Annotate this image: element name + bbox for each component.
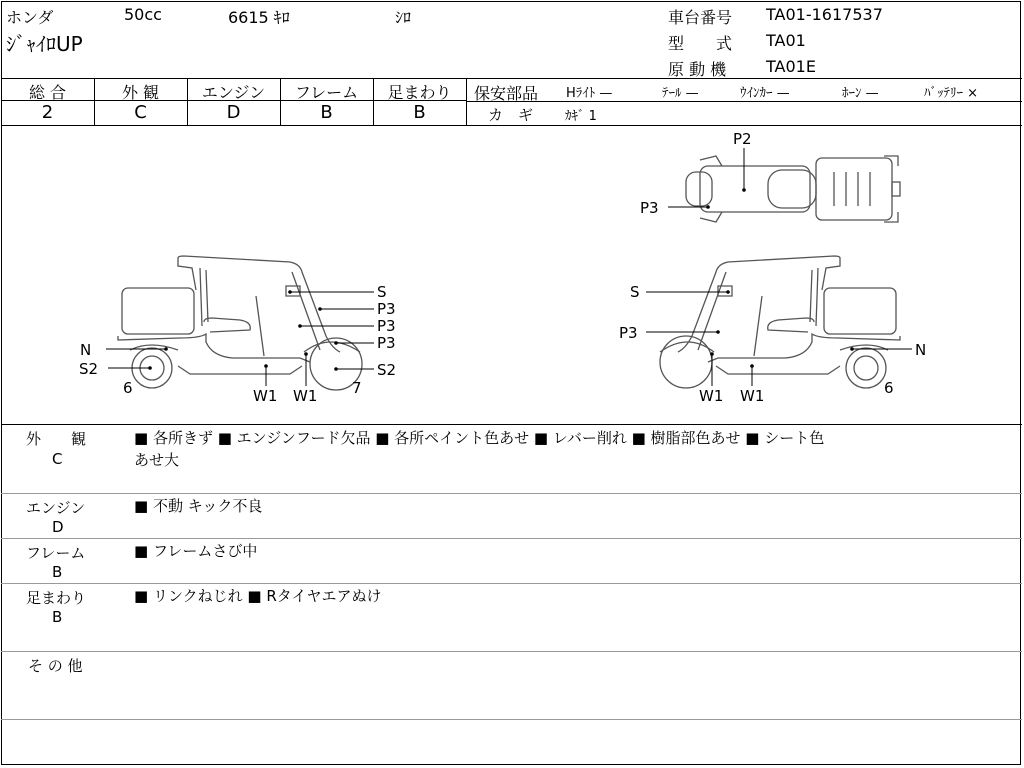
exterior-section-grade: C — [52, 450, 63, 468]
divider — [1, 719, 1022, 720]
label-p3: P3 — [640, 199, 659, 217]
exterior-value: C — [134, 102, 147, 123]
battery-status: ﾊﾞｯﾃﾘｰ × — [924, 86, 979, 101]
overall-label: 総 合 — [28, 83, 67, 102]
divider — [1, 651, 1022, 652]
divider — [1, 424, 1022, 425]
horn-status: ﾎｰﾝ — — [842, 86, 879, 101]
safety-parts-label: 保安部品 — [474, 84, 539, 103]
engine-grade-value: D — [226, 102, 241, 123]
divider — [1, 583, 1022, 584]
frame-no-label: 車台番号 — [668, 8, 733, 27]
color: ｼﾛ — [395, 8, 412, 27]
label-s: S — [377, 283, 387, 301]
label-n: N — [80, 341, 92, 359]
suspension-section-label: 足まわり — [26, 589, 87, 607]
type-value: TA01 — [766, 31, 806, 50]
label-p2: P2 — [733, 130, 752, 148]
frame-no-value: TA01-1617537 — [766, 5, 883, 24]
label-s: S — [630, 283, 640, 301]
engine-notes: ■ 不動 キック不良 — [134, 497, 263, 515]
overall-value: 2 — [41, 102, 54, 123]
label-6: 6 — [123, 379, 133, 397]
label-p3: P3 — [377, 317, 396, 335]
displacement: 50cc — [124, 5, 162, 24]
maker: ホンダ — [6, 8, 54, 27]
type-label: 型 式 — [668, 34, 733, 53]
key-value: ｶｷﾞ 1 — [565, 109, 597, 124]
exterior-notes-line2: あせ大 — [134, 451, 180, 469]
exterior-section-label: 外 観 — [26, 430, 87, 448]
exterior-notes-line1: ■ 各所きず ■ エンジンフード欠品 ■ 各所ペイント色あせ ■ レバー削れ ■ 樹脂部色あせ ■ シート色 — [134, 429, 825, 447]
suspension-grade-value: B — [413, 102, 426, 123]
label-p3: P3 — [377, 334, 396, 352]
frame-grade-value: B — [320, 102, 333, 123]
label-w1: W1 — [253, 387, 278, 405]
model-name: ｼﾞｬｲﾛUP — [6, 32, 83, 56]
engine-section-grade: D — [52, 518, 64, 536]
suspension-grade-label: 足まわり — [387, 83, 452, 102]
taillight-status: ﾃｰﾙ — — [662, 86, 699, 101]
divider — [1, 538, 1022, 539]
label-p3: P3 — [377, 300, 396, 318]
engine-section-label: エンジン — [26, 499, 86, 517]
suspension-notes: ■ リンクねじれ ■ Rタイヤエアぬけ — [134, 587, 382, 605]
headlight-status: Hﾗｲﾄ — — [566, 86, 613, 101]
divider — [1, 493, 1022, 494]
label-6: 6 — [884, 379, 894, 397]
engine-label: 原 動 機 — [668, 60, 727, 79]
winker-status: ｳｲﾝｶｰ — — [740, 86, 790, 101]
label-s2: S2 — [377, 361, 397, 379]
label-w1: W1 — [699, 387, 724, 405]
label-7: 7 — [352, 379, 362, 397]
frame-notes: ■ フレームさび中 — [134, 542, 258, 560]
mileage: 6615 ｷﾛ — [228, 8, 290, 27]
label-n: N — [915, 341, 927, 359]
suspension-section-grade: B — [52, 608, 63, 626]
frame-section-label: フレーム — [26, 544, 86, 562]
label-s2: S2 — [79, 360, 99, 378]
label-w1: W1 — [293, 387, 318, 405]
label-w1: W1 — [740, 387, 765, 405]
engine-value: TA01E — [766, 57, 816, 76]
label-p3: P3 — [619, 324, 638, 342]
other-section-label: そ の 他 — [28, 657, 83, 675]
key-label: カ ギ — [488, 106, 534, 124]
frame-grade-label: フレーム — [294, 83, 359, 102]
exterior-label: 外 観 — [121, 83, 160, 102]
engine-grade-label: エンジン — [201, 83, 266, 102]
frame-section-grade: B — [52, 563, 63, 581]
